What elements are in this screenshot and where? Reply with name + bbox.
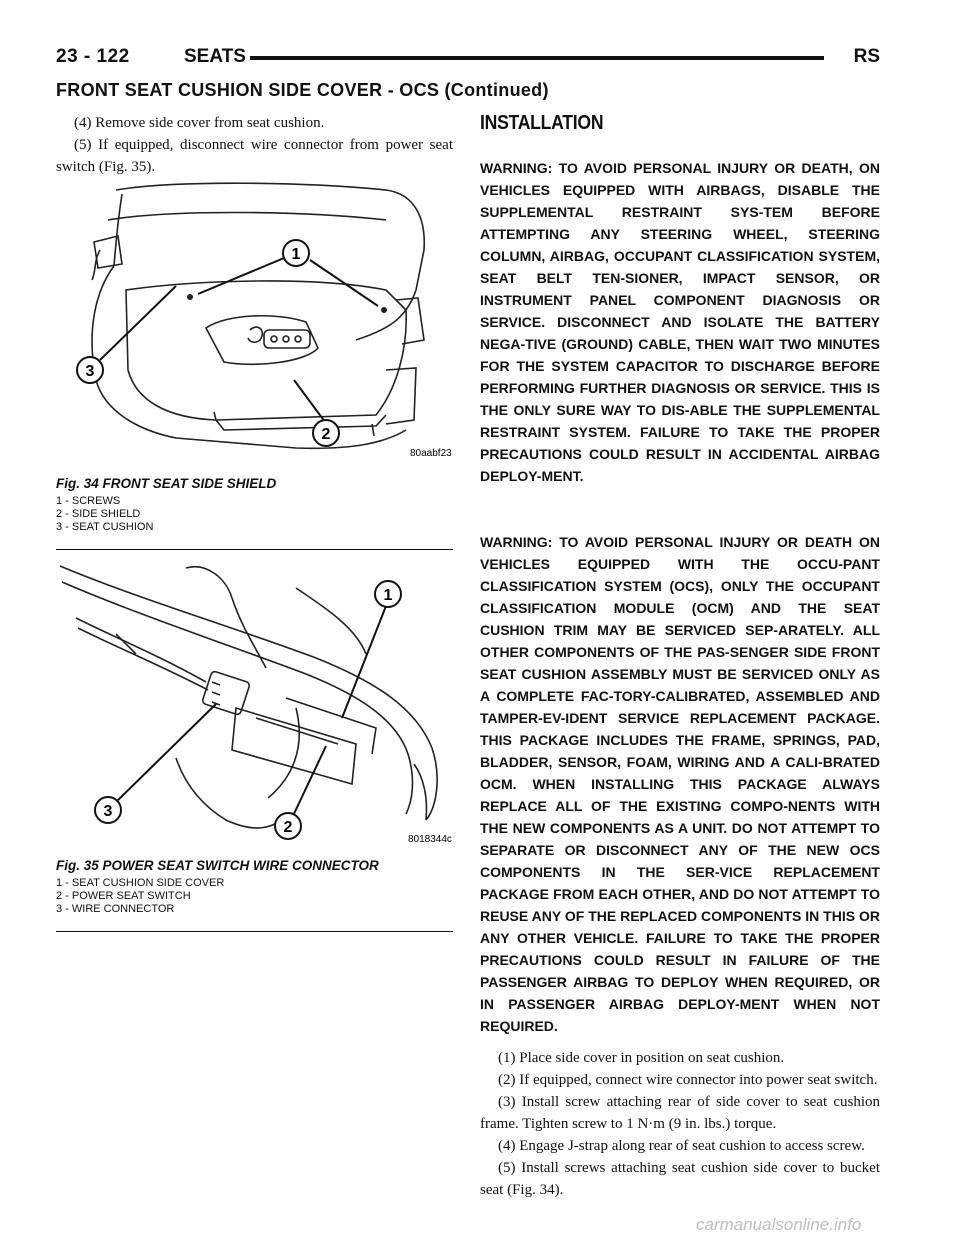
install-step-3: (3) Install screw attaching rear of side cover to seat cushion frame. Tighten screw to 1 N·m (9 in. lbs.) torque.	[480, 1094, 880, 1132]
section-title: SEATS	[184, 46, 246, 67]
svg-text:1: 1	[291, 246, 301, 263]
removal-step-4: (4) Remove side cover from seat cushion.	[74, 115, 325, 131]
fig34-callout-1	[283, 240, 309, 266]
fig35-callout-1	[375, 581, 401, 607]
screw-left	[187, 294, 193, 300]
installation-heading: INSTALLATION	[480, 112, 604, 134]
power-seat-switch-illustration	[56, 558, 453, 846]
figure-35-caption-block	[56, 858, 453, 916]
warning-airbag: WARNING: TO AVOID PERSONAL INJURY OR DEATH, ON VEHICLES EQUIPPED WITH AIRBAGS, DISABLE THE SUPPLEMENTAL RESTRAINT SYS-TEM BEFORE ATTEMPTING ANY STEERING WHEEL, STEERING COLUMN, AIRBAG, OCCUPANT CLASSIFICATION SYSTEM, SEAT BELT TEN-SIONER, IMPACT SENSOR, OR INSTRUMENT PANEL COMPONENT DIAGNOSIS OR SERVICE. DISCONNECT AND ISOLATE THE BATTERY NEGA-TIVE (GROUND) CABLE, THEN WAIT TWO MINUTES FOR THE SYSTEM CAPACITOR TO DISCHARGE BEFORE PERFORMING FURTHER DIAGNOSIS OR SERVICE. THIS IS THE ONLY SURE WAY TO DIS-ABLE THE SUPPLEMENTAL RESTRAINT SYSTEM. FAILURE TO TAKE THE PROPER PRECAUTIONS COULD RESULT IN ACCIDENTAL AIRBAG DEPLOY-MENT.	[480, 160, 880, 484]
figure-35-legend	[56, 877, 453, 916]
page-number: 23 - 122	[56, 46, 130, 67]
legend-item: 1 - SEAT CUSHION SIDE COVER	[56, 877, 225, 889]
page-header	[48, 44, 880, 70]
legend-item: 3 - SEAT CUSHION	[56, 521, 154, 533]
svg-text:2: 2	[283, 819, 293, 836]
figure-35-caption: Fig. 35 POWER SEAT SWITCH WIRE CONNECTOR	[56, 858, 379, 873]
figure-34	[56, 180, 453, 462]
seat-side-shield-illustration	[56, 180, 453, 462]
install-step-5: (5) Install screws attaching seat cushion side cover to bucket seat (Fig. 34).	[480, 1160, 880, 1198]
manual-code: RS	[853, 46, 880, 67]
page-subtitle: FRONT SEAT CUSHION SIDE COVER - OCS (Continued)	[56, 80, 549, 100]
svg-text:1: 1	[383, 587, 393, 604]
figure-35	[56, 558, 453, 846]
svg-text:3: 3	[103, 803, 113, 820]
install-step-4: (4) Engage J-strap along rear of seat cushion to access screw.	[498, 1138, 865, 1154]
fig35-callout-2	[275, 813, 301, 839]
removal-steps	[56, 112, 453, 178]
fig35-image-code: 8018344c	[408, 834, 452, 845]
removal-step-5: (5) If equipped, disconnect wire connector from power seat switch (Fig. 35).	[56, 137, 453, 175]
figure-separator	[56, 549, 453, 550]
svg-text:3: 3	[85, 363, 95, 380]
fig34-image-code: 80aabf23	[410, 448, 452, 459]
fig34-callout-2	[313, 420, 339, 446]
fig35-callout-3	[95, 797, 121, 823]
legend-item: 1 - SCREWS	[56, 495, 121, 507]
fig34-callout-3	[77, 357, 103, 383]
legend-item: 2 - SIDE SHIELD	[56, 508, 141, 520]
legend-item: 3 - WIRE CONNECTOR	[56, 903, 175, 915]
legend-item: 2 - POWER SEAT SWITCH	[56, 890, 191, 902]
installation-steps	[480, 1047, 880, 1201]
figure-34-legend	[56, 495, 453, 534]
install-step-2: (2) If equipped, connect wire connector into power seat switch.	[498, 1072, 878, 1088]
figure-separator	[56, 931, 453, 932]
install-step-1: (1) Place side cover in position on seat cushion.	[498, 1050, 785, 1066]
installation-section	[480, 112, 880, 1201]
figure-34-caption-block	[56, 476, 453, 534]
watermark: carmanualsonline.info	[696, 1215, 862, 1234]
header-rule	[250, 56, 824, 60]
figure-34-caption: Fig. 34 FRONT SEAT SIDE SHIELD	[56, 476, 277, 491]
warning-ocs: WARNING: TO AVOID PERSONAL INJURY OR DEATH ON VEHICLES EQUIPPED WITH THE OCCU-PANT CLASSIFICATION SYSTEM (OCS), ONLY THE OCCUPANT CLASSIFICATION MODULE (OCM) AND THE SEAT CUSHION TRIM MAY BE SERVICED SEP-ARATELY. ALL OTHER COMPONENTS OF THE PAS-SENGER SIDE FRONT SEAT CUSHION ASSEMBLY MUST BE SERVICED ONLY AS A COMPLETE FAC-TORY-CALIBRATED, ASSEMBLED AND TAMPER-EV-IDENT SERVICE REPLACEMENT PACKAGE. THIS PACKAGE INCLUDES THE FRAME, SPRINGS, PAD, BLADDER, SENSOR, FOAM, WIRING AND A CALI-BRATED OCM. WHEN INSTALLING THIS PACKAGE ALWAYS REPLACE ALL OF THE EXISTING COMPO-NENTS WITH THE NEW COMPONENTS AS A UNIT. DO NOT ATTEMPT TO SEPARATE OR DISCONNECT ANY OF THE NEW OCS COMPONENTS IN THE SER-VICE REPLACEMENT PACKAGE FROM EACH OTHER, AND DO NOT ATTEMPT TO REUSE ANY OF THE REPLACED COMPONENTS IN THIS OR ANY OTHER VEHICLE. FAILURE TO TAKE THE PROPER PRECAUTIONS COULD RESULT IN FAILURE OF THE PASSENGER AIRBAG TO DEPLOY WHEN REQUIRED, OR IN PASSENGER AIRBAG DEPLOY-MENT WHEN NOT REQUIRED.	[480, 534, 880, 1034]
screw-right	[381, 307, 387, 313]
svg-text:2: 2	[321, 426, 331, 443]
